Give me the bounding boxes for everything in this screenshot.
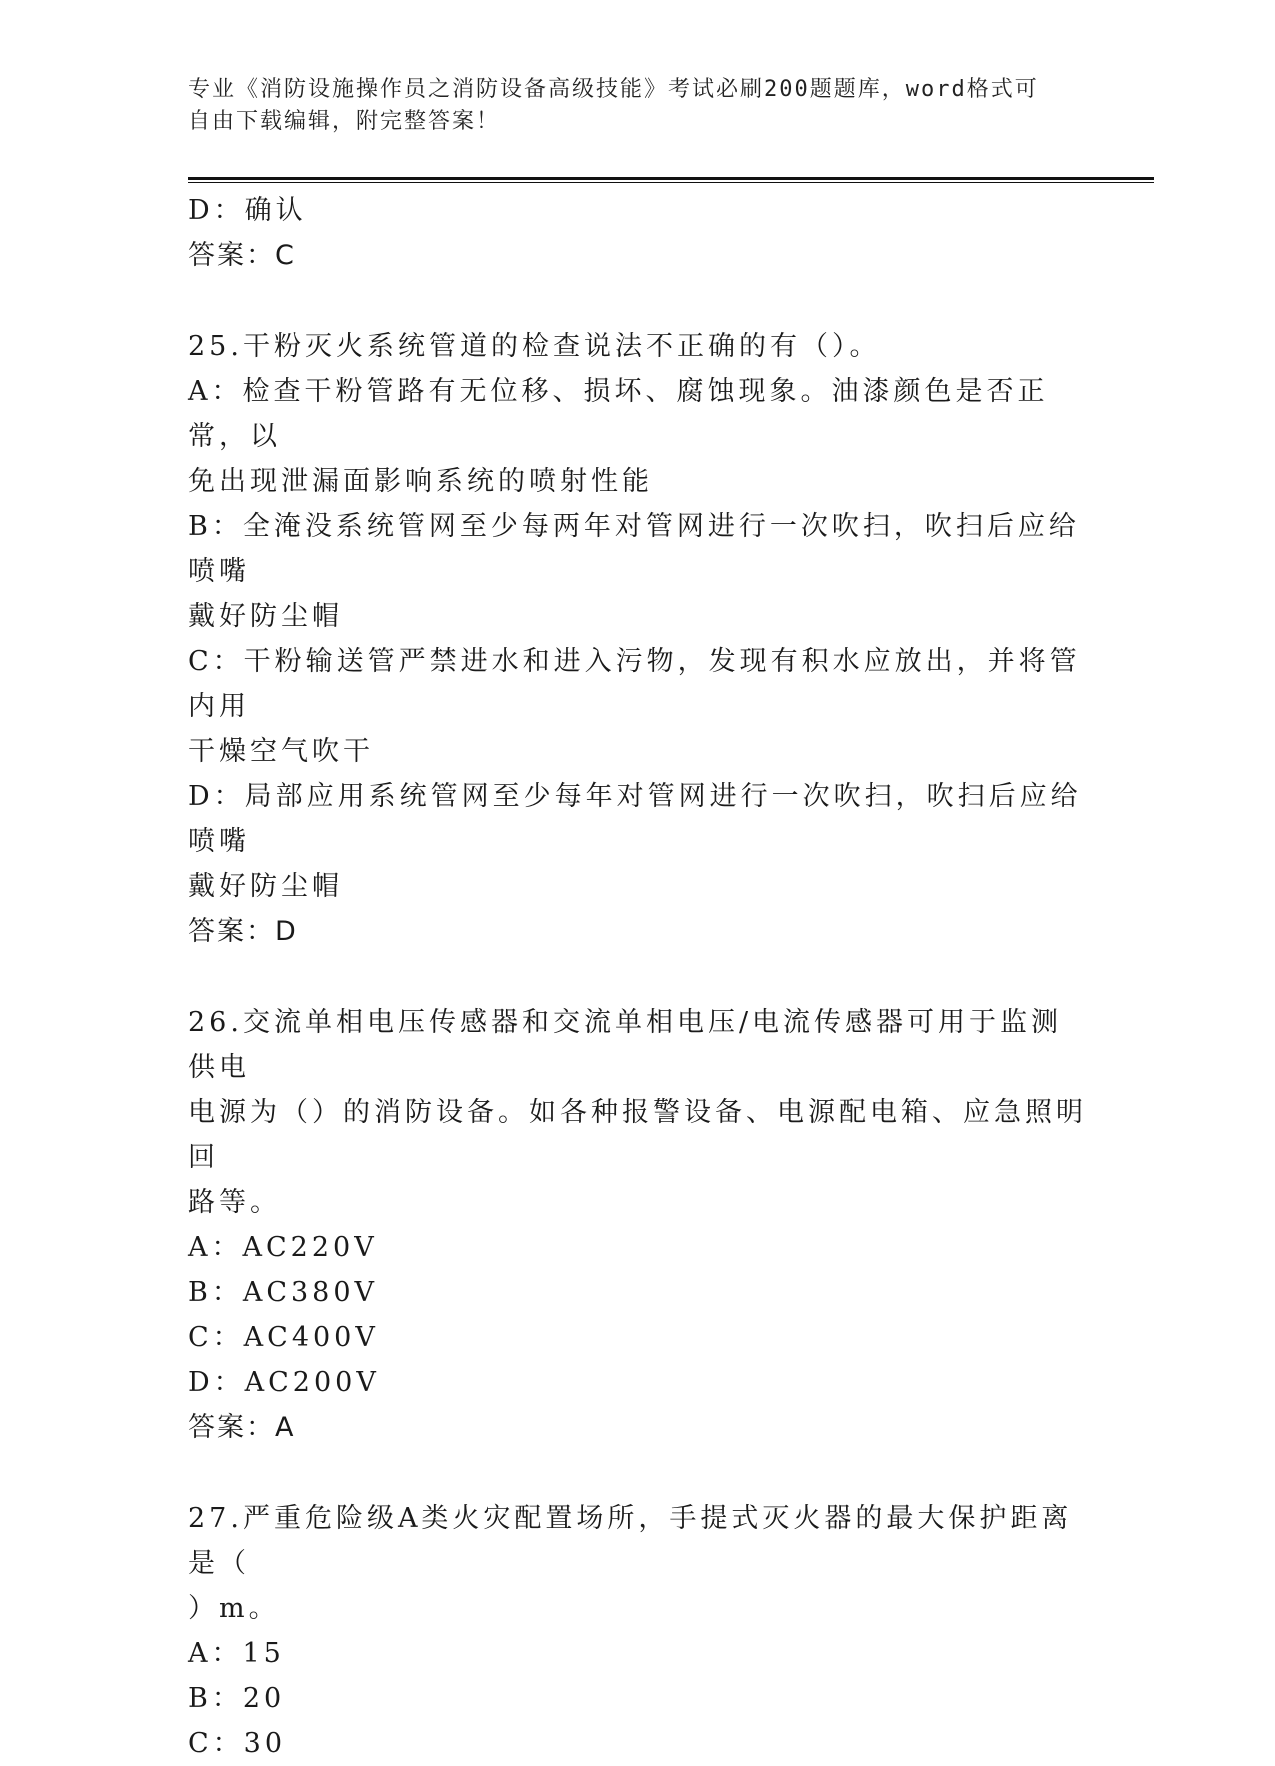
q26-option-a: A：AC220V [188, 1232, 378, 1263]
q25-stem: 25.干粉灭火系统管道的检查说法不正确的有（）。 [188, 331, 881, 362]
q25-option-d-line2: 戴好防尘帽 [188, 871, 343, 902]
q25-option-b-line2: 戴好防尘帽 [188, 601, 343, 632]
q26-stem-line1: 26.交流单相电压传感器和交流单相电压/电流传感器可用于监测供电 [188, 1007, 1063, 1083]
question-27 [188, 1496, 1088, 1766]
prev-answer: 答案：C [188, 240, 296, 271]
prev-option-d: D：确认 [188, 195, 307, 226]
q25-option-c-line2: 干燥空气吹干 [188, 736, 374, 767]
q27-option-c: C：30 [188, 1728, 287, 1759]
q27-stem-line2: ）m。 [188, 1593, 280, 1624]
header-line-2: 自由下载编辑，附完整答案！ [188, 109, 501, 134]
q26-option-c: C：AC400V [188, 1322, 379, 1353]
document-header [188, 74, 1068, 138]
spacer [188, 954, 1088, 1000]
q25-option-b-line1: B：全淹没系统管网至少每两年对管网进行一次吹扫，吹扫后应给喷嘴 [188, 511, 1080, 587]
q25-option-a-line2: 免出现泄漏面影响系统的喷射性能 [188, 466, 653, 497]
question-26 [188, 1000, 1088, 1450]
q27-stem-line1: 27.严重危险级A类火灾配置场所，手提式灭火器的最大保护距离是（ [188, 1503, 1073, 1579]
spacer [188, 278, 1088, 324]
q26-answer: 答案：A [188, 1412, 296, 1443]
q25-answer: 答案：D [188, 916, 298, 947]
spacer [188, 1450, 1088, 1496]
q26-option-d: D：AC200V [188, 1367, 380, 1398]
question-list [188, 188, 1088, 1766]
q25-option-c-line1: C：干粉输送管严禁进水和进入污物，发现有积水应放出，并将管内用 [188, 646, 1081, 722]
question-25 [188, 324, 1088, 954]
q27-option-a: A：15 [188, 1638, 285, 1669]
header-line-1: 专业《消防设施操作员之消防设备高级技能》考试必刷200题题库，word格式可 [188, 77, 1039, 102]
q26-stem-line2: 电源为（）的消防设备。如各种报警设备、电源配电箱、应急照明回 [188, 1097, 1087, 1173]
header-divider-thick [188, 177, 1154, 180]
q25-option-a-line1: A：检查干粉管路有无位移、损坏、腐蚀现象。油漆颜色是否正常，以 [188, 376, 1049, 452]
q25-option-d-line1: D：局部应用系统管网至少每年对管网进行一次吹扫，吹扫后应给喷嘴 [188, 781, 1082, 857]
q27-option-b: B：20 [188, 1683, 286, 1714]
header-divider-thin [188, 182, 1154, 183]
q26-option-b: B：AC380V [188, 1277, 379, 1308]
q26-stem-line3: 路等。 [188, 1187, 281, 1218]
